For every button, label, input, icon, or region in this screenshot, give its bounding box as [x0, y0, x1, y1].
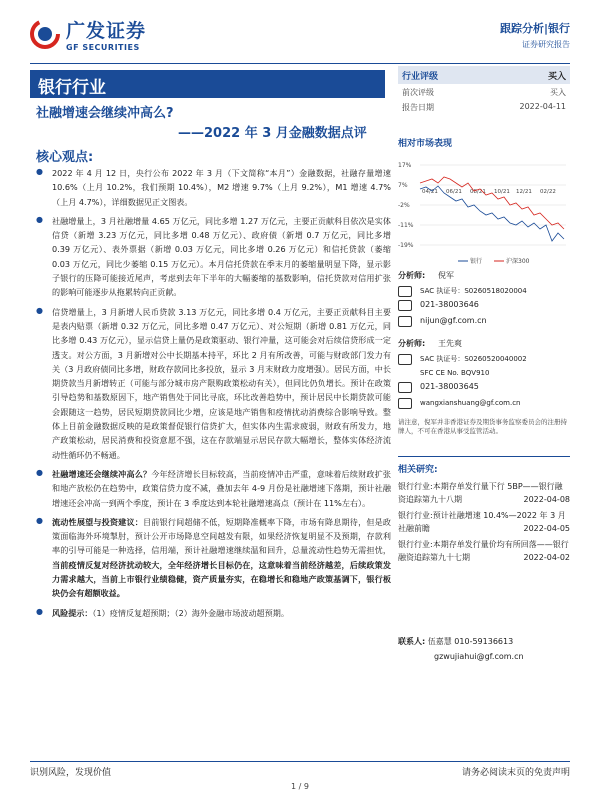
rating-box: 行业评级 买入 前次评级 买入 报告日期 2022-04-11: [398, 66, 570, 114]
id-card-icon: [398, 286, 412, 297]
list-item: ● 社融增量上，3 月社融增量 4.65 万亿元，同比多增 1.27 万亿元，主要正贡献科目依次是实体信贷（新增 3.23 万亿元，同比多增 0.48 万亿元）、政府债（新增 0.7 万亿元，同比多增 0.39 万亿元）、表外票据（新增 0.03 万亿元，同比多增 0.26 万亿元）和信托贷款（萎缩 0.03 万亿元，同比少萎缩 0.15 万亿元）。本月信托贷款在季末月的萎缩量明显下降，显示影子银行的压降可能接近尾声，考虑到去年下半年的大幅萎缩的基数影响，信托贷款对信用扩张的影响可能逐步从拖累转向正贡献。: [36, 214, 391, 300]
x-tick: 06/21: [446, 189, 462, 195]
email-icon: [398, 316, 412, 327]
contact-email: gzwujiahui@gf.com.cn: [434, 652, 524, 661]
list-item[interactable]: 银行行业:本期存单发行量下行 5BP——银行融资追踪第九十八期 2022-04-08: [398, 482, 570, 504]
analyst-label: 分析师:: [398, 339, 426, 348]
legend-bank: 银行: [470, 258, 483, 265]
contact-label: 联系人:: [398, 637, 426, 646]
bullet-icon: ●: [36, 515, 43, 525]
bullet-icon: ●: [36, 467, 43, 477]
analyst-name: 倪军: [438, 271, 454, 280]
core-view-body: [36, 166, 391, 625]
perf-title: 相对市场表现: [398, 139, 453, 149]
legend-hs300: 沪深300: [506, 258, 530, 265]
bullet-icon: ●: [36, 214, 43, 224]
report-subtitle: 社融增速会继续冲高么?: [36, 106, 174, 121]
y-tick: -2%: [398, 202, 410, 209]
list-item: ● 流动性展望与投资建议：目前银行间超储不低，短期降准概率下降，市场有降息期待，但是政策面临海外环境掣肘，预计公开市场降息空间越发有限，如果经济恢复明显不及预期，存款利率的引导可能是一种选择，信用端，预计社融增速继续温和回升，总量流动性趋势无需担忧，当前疫情反复对经济扰动较大，全年经济增长目标仍在，这意味着当前经济越差，后续政策发力需求越大，当前上市银行业绩稳健，资产质量夯实，在稳增长和稳地产政策基调下，银行板块仍会有超额收益。: [36, 515, 391, 601]
analyst-cert: SAC 执证号：S0260518020004: [420, 287, 527, 295]
analyst-label: 分析师:: [398, 271, 426, 280]
y-tick: -19%: [398, 242, 414, 249]
report-doc-type: 证券研究报告: [522, 40, 570, 49]
bullet-icon: ●: [36, 606, 43, 616]
list-item[interactable]: 银行行业:本期存单发行量价均有所回落——银行融资追踪第九十七期 2022-04-02: [398, 540, 570, 562]
x-tick: 04/21: [422, 189, 438, 195]
phone-icon: [398, 382, 412, 393]
contact-name: 伍嘉慧: [427, 637, 452, 646]
footer-divider: [30, 761, 570, 762]
report-subtitle-2: ——2022 年 3 月金融数据点评: [178, 126, 367, 141]
footer-disclaimer: 请务必阅读末页的免责声明: [461, 768, 570, 778]
logo-en: GF SECURITIES: [66, 43, 140, 52]
list-item: ● 2022 年 4 月 12 日，央行公布 2022 年 3 月（下文简称“本月”）金融数据，社融存量增速 10.6%（上月 10.2%，我们预期 10.4%），M2 增速 9.7%（上月 9.2%），M1 增速 4.7%（上月 4.7%），详细数据见正文图表。: [36, 166, 391, 209]
license-note: 请注意，倪军并非香港证券及期货事务监察委员会的注册持牌人，不可在香港从事受监管活动。: [398, 418, 567, 435]
id-card-icon: [398, 354, 412, 365]
bullet-icon: ●: [36, 167, 43, 176]
gf-logo-icon: [30, 19, 60, 49]
related-title: 相关研究:: [398, 465, 438, 475]
analyst-box: [398, 270, 570, 436]
contact-box: [398, 636, 570, 661]
analyst-email: wangxianshuang@gf.com.cn: [420, 399, 521, 407]
analyst-cert-sfc: SFC CE No. BQV910: [420, 369, 490, 377]
y-tick: 17%: [398, 162, 412, 169]
rating-value: 买入: [547, 72, 566, 82]
analyst-phone: 021-38003645: [420, 382, 479, 391]
page-number: 1 / 9: [291, 782, 309, 791]
analyst-email: nijun@gf.com.cn: [420, 316, 487, 325]
list-item[interactable]: 银行行业:预计社融增速 10.4%—2022 年 3 月社融前瞻 2022-04-05: [398, 511, 570, 533]
industry-title: 银行行业: [38, 78, 106, 98]
list-item: ● 风险提示：（1）疫情反复超预期；（2）海外金融市场波动超预期。: [36, 606, 391, 620]
perf-chart: [398, 153, 570, 273]
x-tick: 02/22: [540, 189, 556, 195]
core-view-heading: 核心观点:: [36, 150, 94, 165]
logo: [30, 16, 146, 52]
list-item: ● 信贷增量上，3 月新增人民币贷款 3.13 万亿元，同比多增 0.4 万亿元，主要正贡献科目主要是表内贴票（新增 0.32 万亿元，同比多增 0.47 万亿元）、对公短期（新增 0.81 万亿元，同比多增 0.43 万亿元），显示信贷上量仍是政策驱动、银行冲量，这可能会对后续信贷形成一定透支。对公方面，3 月新增对公中长期基本持平，环比 2 月有所改善，可能与财政部门发力有关（3 月政府债同比多增，财政存款同比多投放，显示 3 月末财政力度增强）。居民方面，中长期贷款当月新增转正（可能与部分城市房产限购政策松动有关），但同比仍负增长。预计在政策引导趋势和基数原因下，地产销售处于同比寻底，环比改善趋势中，预计居民中长期贷款可能会跟随这一趋势，居民短期贷款同比少增，应该是地产销售和疫情扰动消费综合影响导致。整体上目前金融数据反映的是政策督促银行信贷扩大，但实体内生需求疲弱，财政有所发力，地产政策松动，居民消费和投资意愿不强，这在存款端显示居民存款大幅增长，整体实体经济流动性循环仍不畅通。: [36, 305, 391, 462]
logo-cn: 广发证券: [66, 20, 147, 42]
relative-performance: [398, 136, 570, 277]
y-tick: -11%: [398, 222, 414, 229]
x-tick: 12/21: [516, 189, 532, 195]
phone-icon: [398, 300, 412, 311]
header-divider: [30, 63, 570, 64]
email-icon: [398, 398, 412, 409]
contact-phone: 010-59136613: [454, 637, 514, 646]
y-tick: 7%: [398, 182, 408, 189]
footer-slogan: 识别风险，发现价值: [30, 768, 112, 778]
title-banner: [30, 70, 385, 98]
bullet-icon: ●: [36, 305, 43, 315]
rating-label: 行业评级: [402, 72, 439, 82]
x-tick: 10/21: [494, 189, 510, 195]
analyst-phone: 021-38003646: [420, 300, 479, 309]
list-item: ● 社融增速还会继续冲高么？今年经济增长目标较高，当前疫情冲击严重，意味着后续财政扩张和地产放松仍在趋势中，政策信贷力度不减，叠加去年 4-9 月份是社融增速下落期，预计社融增速还会冲高一到两个季度，预计在 3 季度达到本轮社融增速高点（预计在 11%左右）。: [36, 467, 391, 510]
report-category: 跟踪分析|银行: [499, 22, 570, 35]
related-research: [398, 456, 570, 567]
analyst-cert: SAC 执证号：S0260520040002: [420, 355, 527, 363]
page-header: [0, 0, 600, 64]
analyst-name: 王先爽: [438, 339, 462, 348]
x-tick: 08/21: [470, 189, 486, 195]
